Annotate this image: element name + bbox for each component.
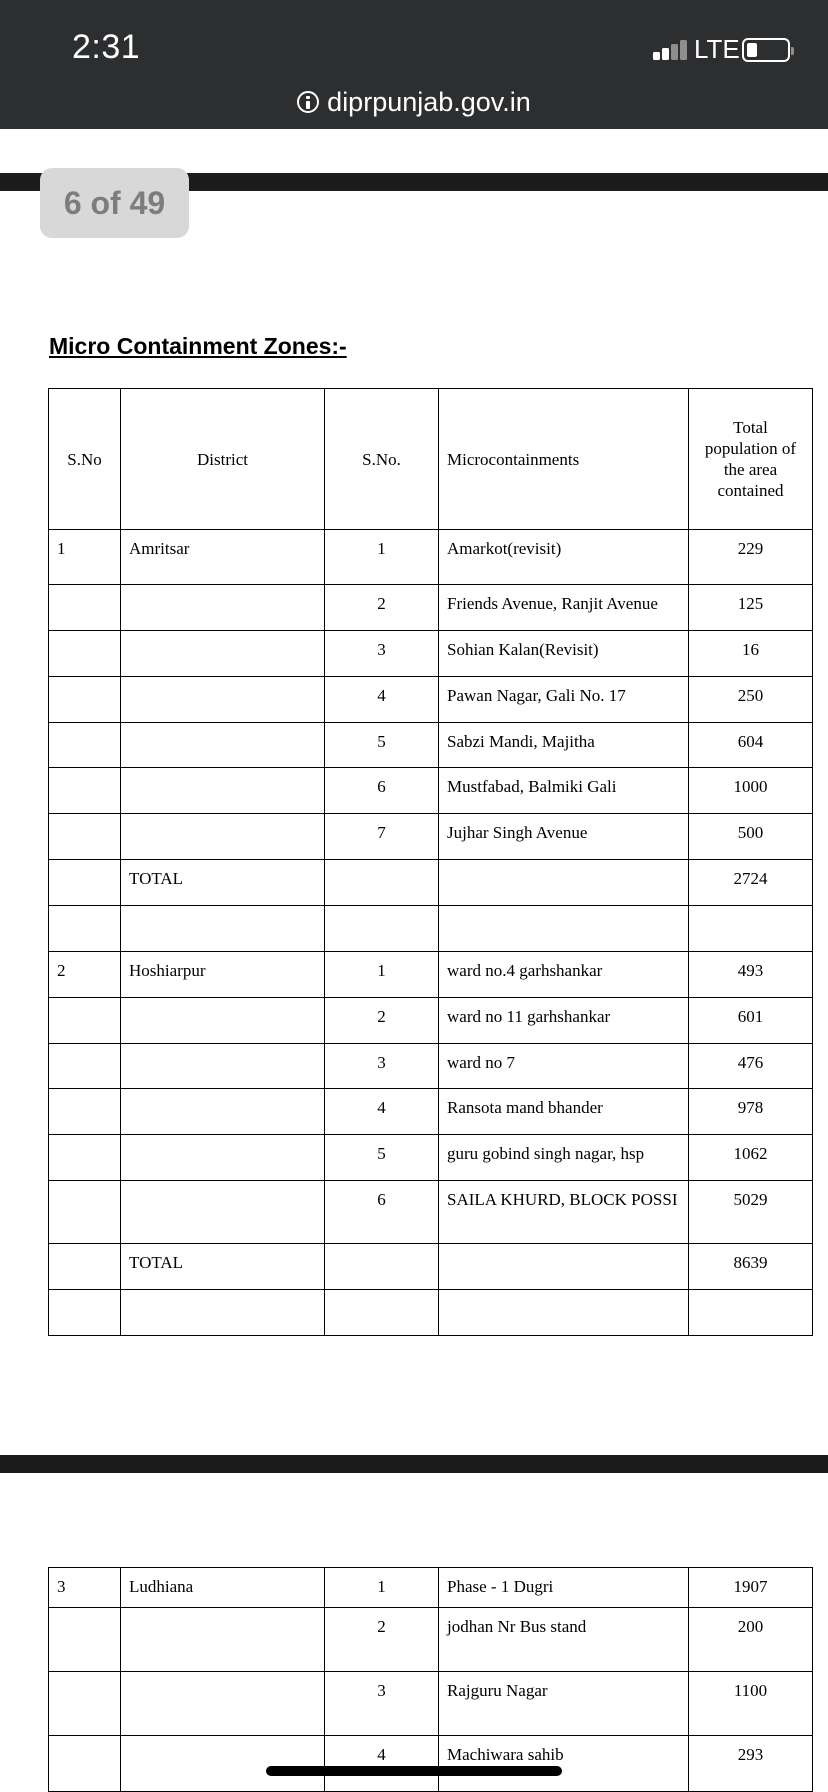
table-cell (121, 1290, 325, 1336)
table-cell: 4 (325, 1089, 439, 1135)
table-cell: 3 (325, 1044, 439, 1089)
table-cell: Amarkot(revisit) (439, 530, 689, 585)
table-cell: 293 (689, 1736, 813, 1792)
table-cell: Ransota mand bhander (439, 1089, 689, 1135)
table-cell (325, 1244, 439, 1290)
table-cell: 1100 (689, 1672, 813, 1736)
table-cell: 3 (325, 631, 439, 677)
status-and-url-bar (0, 0, 828, 129)
table-cell: 250 (689, 677, 813, 723)
table-cell: jodhan Nr Bus stand (439, 1608, 689, 1672)
table-row (49, 1135, 813, 1181)
table-cell (49, 814, 121, 860)
table-cell (439, 860, 689, 906)
table-header-cell: Microcontainments (439, 389, 689, 530)
table-cell (49, 631, 121, 677)
table-row (49, 631, 813, 677)
table-cell (121, 998, 325, 1044)
table-cell: ward no.4 garhshankar (439, 952, 689, 998)
table-cell (325, 860, 439, 906)
table-cell: TOTAL (121, 1244, 325, 1290)
table-cell: 1 (49, 530, 121, 585)
table-cell: 2724 (689, 860, 813, 906)
table-cell: Sohian Kalan(Revisit) (439, 631, 689, 677)
table-row (49, 723, 813, 768)
document-title: Micro Containment Zones:- (49, 333, 347, 359)
table-cell (49, 1089, 121, 1135)
table-row (49, 768, 813, 814)
table-cell: 476 (689, 1044, 813, 1089)
table-cell (121, 814, 325, 860)
table-cell: 1907 (689, 1568, 813, 1608)
table-cell: 978 (689, 1089, 813, 1135)
table-cell: Machiwara sahib (439, 1736, 689, 1792)
table-cell: 2 (325, 998, 439, 1044)
table-cell: Amritsar (121, 530, 325, 585)
table-cell: 2 (325, 1608, 439, 1672)
table-cell (689, 1290, 813, 1336)
table-cell: guru gobind singh nagar, hsp (439, 1135, 689, 1181)
table-cell (439, 906, 689, 952)
table-cell: Hoshiarpur (121, 952, 325, 998)
table-cell: 7 (325, 814, 439, 860)
table-cell: Rajguru Nagar (439, 1672, 689, 1736)
battery-icon (742, 38, 790, 62)
table-cell (49, 998, 121, 1044)
table-cell: 1 (325, 1568, 439, 1608)
table-cell: Phase - 1 Dugri (439, 1568, 689, 1608)
table-cell: 493 (689, 952, 813, 998)
table-cell: 1000 (689, 768, 813, 814)
table-cell (689, 906, 813, 952)
table-header-cell: S.No. (325, 389, 439, 530)
page-separator (0, 1455, 828, 1473)
table-cell: 5 (325, 723, 439, 768)
table-cell: 5 (325, 1135, 439, 1181)
table-row (49, 1244, 813, 1290)
table-cell: 229 (689, 530, 813, 585)
table-row (49, 906, 813, 952)
status-time: 2:31 (72, 28, 141, 66)
table-row (49, 814, 813, 860)
table-row (49, 677, 813, 723)
table-cell: 500 (689, 814, 813, 860)
table-cell (439, 1244, 689, 1290)
table-cell: Sabzi Mandi, Majitha (439, 723, 689, 768)
table-row (49, 860, 813, 906)
cellular-signal-icon (653, 40, 691, 60)
info-circle-icon[interactable] (297, 91, 319, 113)
table-cell: ward no 7 (439, 1044, 689, 1089)
table-row (49, 1608, 813, 1672)
table-cell (49, 906, 121, 952)
table-cell (121, 723, 325, 768)
table-cell (49, 677, 121, 723)
table-row (49, 1089, 813, 1135)
table-cell (121, 1608, 325, 1672)
table-cell (49, 1736, 121, 1792)
table-cell: 8639 (689, 1244, 813, 1290)
table-cell (49, 768, 121, 814)
page-counter-badge: 6 of 49 (40, 168, 189, 238)
table-cell: 2 (49, 952, 121, 998)
table-cell (49, 1181, 121, 1244)
table-cell (49, 1608, 121, 1672)
network-type: LTE (694, 34, 740, 64)
table-row (49, 1290, 813, 1336)
table-cell (49, 1244, 121, 1290)
table-cell: SAILA KHURD, BLOCK POSSI (439, 1181, 689, 1244)
table-cell: 604 (689, 723, 813, 768)
table-row (49, 1672, 813, 1736)
table-cell: 16 (689, 631, 813, 677)
table-cell: 1 (325, 530, 439, 585)
table-cell (439, 1290, 689, 1336)
table-cell (121, 631, 325, 677)
table-cell: 1062 (689, 1135, 813, 1181)
table-header-cell: District (121, 389, 325, 530)
table-cell (121, 906, 325, 952)
table-cell: 125 (689, 585, 813, 631)
table-cell (325, 906, 439, 952)
table-cell (121, 768, 325, 814)
table-cell: Jujhar Singh Avenue (439, 814, 689, 860)
table-cell: 200 (689, 1608, 813, 1672)
table-header-cell: Total population of the area contained (689, 389, 813, 530)
table-cell (121, 1089, 325, 1135)
table-row (49, 1044, 813, 1089)
table-cell: TOTAL (121, 860, 325, 906)
table-cell: 4 (325, 677, 439, 723)
table-cell: 1 (325, 952, 439, 998)
table-cell: 6 (325, 1181, 439, 1244)
table-cell (325, 1290, 439, 1336)
table-row (49, 1181, 813, 1244)
table-cell (49, 1044, 121, 1089)
table-row (49, 585, 813, 631)
table-cell (121, 677, 325, 723)
table-cell (121, 1044, 325, 1089)
table-cell: Mustfabad, Balmiki Gali (439, 768, 689, 814)
table-cell (49, 860, 121, 906)
table-cell (49, 1672, 121, 1736)
table-header-cell: S.No (49, 389, 121, 530)
table-row (49, 998, 813, 1044)
table-cell: 3 (325, 1672, 439, 1736)
table-cell (121, 1135, 325, 1181)
table-cell (121, 1181, 325, 1244)
home-indicator[interactable] (266, 1766, 562, 1776)
table-cell: Ludhiana (121, 1568, 325, 1608)
table-cell (121, 585, 325, 631)
table-header-row (49, 389, 813, 530)
table-cell (49, 585, 121, 631)
table-cell (49, 1290, 121, 1336)
table-cell: 4 (325, 1736, 439, 1792)
containment-table (48, 388, 813, 1336)
table-cell: ward no 11 garhshankar (439, 998, 689, 1044)
table-cell: Friends Avenue, Ranjit Avenue (439, 585, 689, 631)
table-row (49, 530, 813, 585)
url-domain[interactable]: diprpunjab.gov.in (327, 86, 531, 117)
url-bar[interactable] (0, 82, 828, 122)
table-row (49, 952, 813, 998)
table-cell (49, 723, 121, 768)
table-row (49, 1568, 813, 1608)
table-row (49, 1736, 813, 1792)
table-cell: Pawan Nagar, Gali No. 17 (439, 677, 689, 723)
table-cell: 5029 (689, 1181, 813, 1244)
containment-table-continued (48, 1567, 813, 1792)
table-cell: 2 (325, 585, 439, 631)
table-cell: 3 (49, 1568, 121, 1608)
table-cell (121, 1672, 325, 1736)
table-cell: 6 (325, 768, 439, 814)
table-cell: 601 (689, 998, 813, 1044)
table-cell (49, 1135, 121, 1181)
table-cell (121, 1736, 325, 1792)
